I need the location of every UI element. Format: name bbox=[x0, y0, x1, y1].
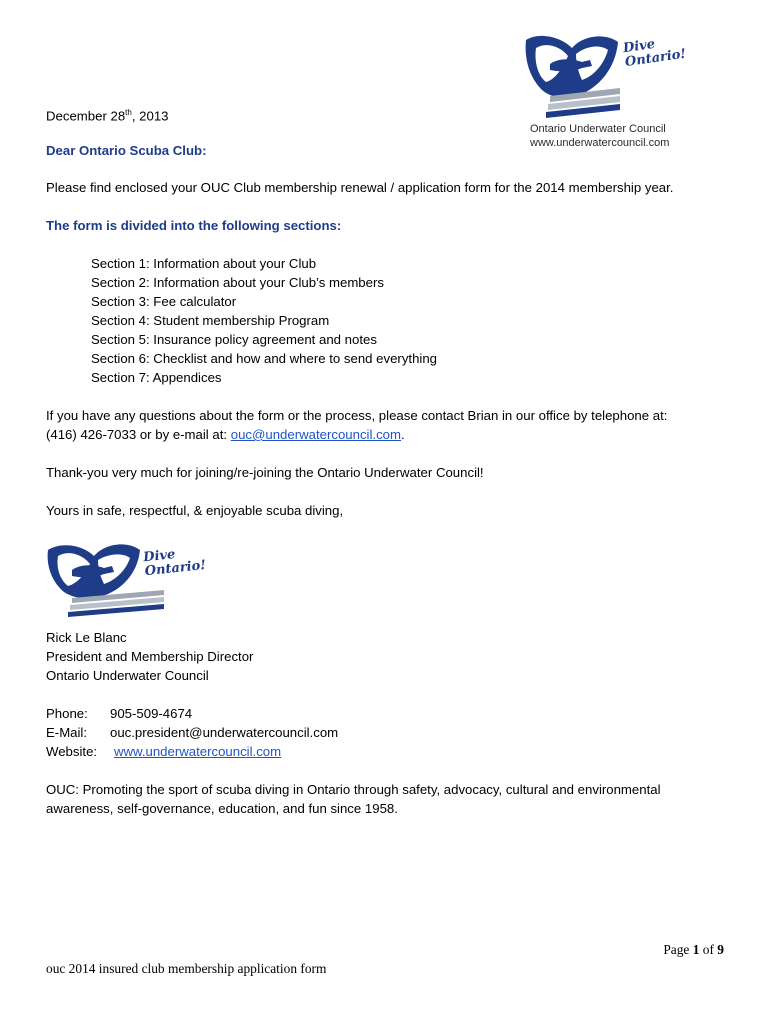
section-item: Section 5: Insurance policy agreement and notes bbox=[91, 332, 377, 347]
questions-line-2: (416) 426-7033 or by e-mail at: ouc@underwatercouncil.com. bbox=[46, 427, 405, 442]
document-footer-title: ouc 2014 insured club membership application form bbox=[46, 961, 327, 976]
email-label: E-Mail: bbox=[46, 725, 88, 740]
website-link[interactable]: www.underwatercouncil.com bbox=[114, 744, 282, 759]
contact-email-link[interactable]: ouc@underwatercouncil.com bbox=[230, 427, 401, 442]
intro-paragraph: Please find enclosed your OUC Club membership renewal / application form for the 2014 membership year. bbox=[46, 180, 674, 195]
website-label: Website: bbox=[46, 744, 98, 759]
header-logo-brand: Dive Ontario! bbox=[622, 36, 688, 71]
email-row bbox=[46, 723, 338, 742]
salutation: Dear Ontario Scuba Club: bbox=[46, 143, 207, 158]
section-item: Section 3: Fee calculator bbox=[91, 294, 237, 309]
signer-name: Rick Le Blanc bbox=[46, 630, 127, 645]
email-value: ouc.president@underwatercouncil.com bbox=[110, 725, 339, 740]
signer-org: Ontario Underwater Council bbox=[46, 668, 209, 683]
thanks-paragraph: Thank-you very much for joining/re-joining the Ontario Underwater Council! bbox=[46, 465, 484, 480]
phone-row bbox=[46, 704, 192, 723]
section-item: Section 7: Appendices bbox=[91, 370, 222, 385]
section-item: Section 4: Student membership Program bbox=[91, 313, 330, 328]
section-item: Section 6: Checklist and how and where to send everything bbox=[91, 351, 438, 366]
letter-date: December 28th, 2013 bbox=[46, 108, 169, 124]
website-row bbox=[46, 742, 281, 761]
sections-heading: The form is divided into the following sections: bbox=[46, 218, 342, 233]
header-org-url: www.underwatercouncil.com bbox=[530, 137, 670, 149]
phone-value: 905-509-4674 bbox=[110, 706, 193, 721]
mission-line-1: OUC: Promoting the sport of scuba diving in Ontario through safety, advocacy, cultural and environmental bbox=[46, 782, 661, 797]
page-number: Page 1 of 9 bbox=[663, 942, 724, 957]
section-item: Section 2: Information about your Club’s members bbox=[91, 275, 384, 290]
signer-title: President and Membership Director bbox=[46, 649, 254, 664]
header-logo bbox=[520, 30, 688, 122]
closing-line: Yours in safe, respectful, & enjoyable scuba diving, bbox=[46, 503, 344, 518]
section-item: Section 1: Information about your Club bbox=[91, 256, 317, 271]
phone-label: Phone: bbox=[46, 706, 88, 721]
header-org-name: Ontario Underwater Council bbox=[530, 123, 666, 135]
signature-logo-brand: Dive Ontario! bbox=[142, 547, 207, 580]
signature-logo bbox=[44, 538, 214, 620]
questions-line-1: If you have any questions about the form or the process, please contact Brian in our office by telephone at: bbox=[46, 408, 668, 423]
mission-line-2: awareness, self-governance, education, and fun since 1958. bbox=[46, 801, 398, 816]
